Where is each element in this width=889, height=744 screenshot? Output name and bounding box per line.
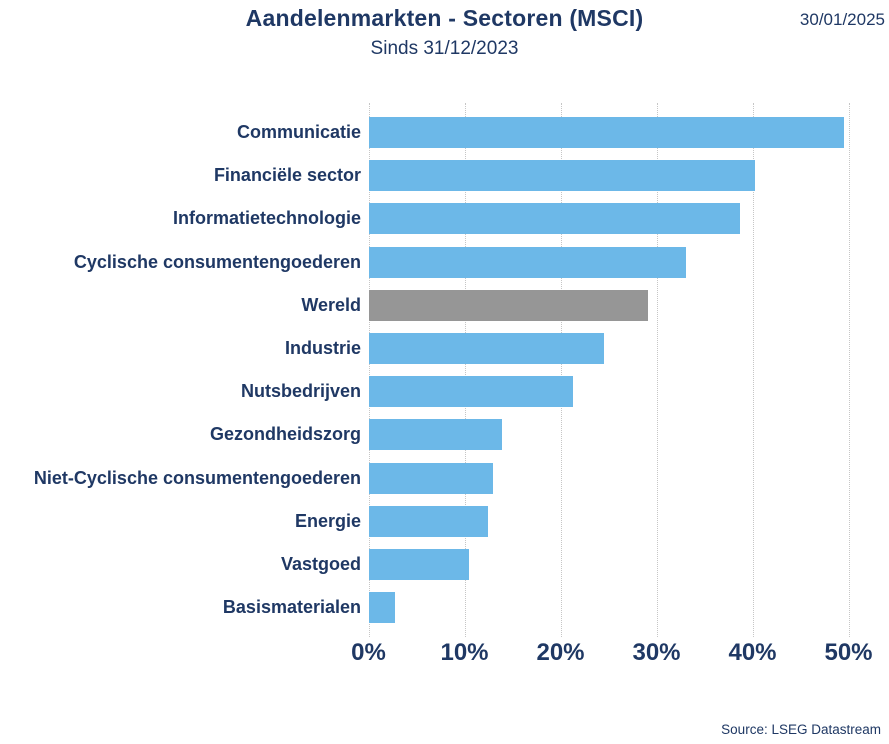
category-label: Communicatie bbox=[236, 122, 361, 142]
source-credit: Source: LSEG Datastream bbox=[721, 722, 881, 737]
chart-subtitle: Sinds 31/12/2023 bbox=[370, 38, 519, 59]
category-label: Gezondheidszorg bbox=[209, 424, 361, 445]
bar bbox=[369, 247, 686, 278]
category-label: Informatietechnologie bbox=[172, 208, 361, 229]
bar bbox=[369, 160, 755, 191]
bar bbox=[369, 203, 740, 234]
x-tick-label: 10% bbox=[440, 639, 489, 666]
bar bbox=[369, 290, 648, 321]
bar bbox=[369, 506, 488, 537]
bar bbox=[369, 419, 502, 450]
bar bbox=[369, 333, 604, 364]
report-date: 30/01/2025 bbox=[799, 10, 885, 29]
bar bbox=[369, 592, 395, 623]
x-tick-label: 50% bbox=[824, 639, 873, 666]
x-tick-label: 40% bbox=[728, 639, 777, 666]
gridline bbox=[849, 103, 850, 637]
category-label: Industrie bbox=[284, 338, 361, 358]
category-label: Vastgoed bbox=[280, 554, 361, 574]
category-label: Wereld bbox=[301, 294, 361, 315]
bar bbox=[369, 463, 493, 494]
x-tick-label: 30% bbox=[632, 639, 681, 666]
chart-title: Aandelenmarkten - Sectoren (MSCI) bbox=[245, 5, 644, 31]
category-label: Energie bbox=[294, 510, 361, 531]
category-label: Basismaterialen bbox=[222, 597, 361, 618]
bar bbox=[369, 117, 844, 148]
x-tick-label: 0% bbox=[351, 639, 386, 666]
category-label: Niet-Cyclische consumentengoederen bbox=[33, 467, 361, 488]
category-label: Nutsbedrijven bbox=[240, 381, 361, 402]
category-label: Cyclische consumentengoederen bbox=[73, 251, 361, 272]
bar bbox=[369, 549, 469, 580]
bar bbox=[369, 376, 573, 407]
x-tick-label: 20% bbox=[536, 639, 585, 666]
category-label: Financiële sector bbox=[213, 165, 361, 186]
